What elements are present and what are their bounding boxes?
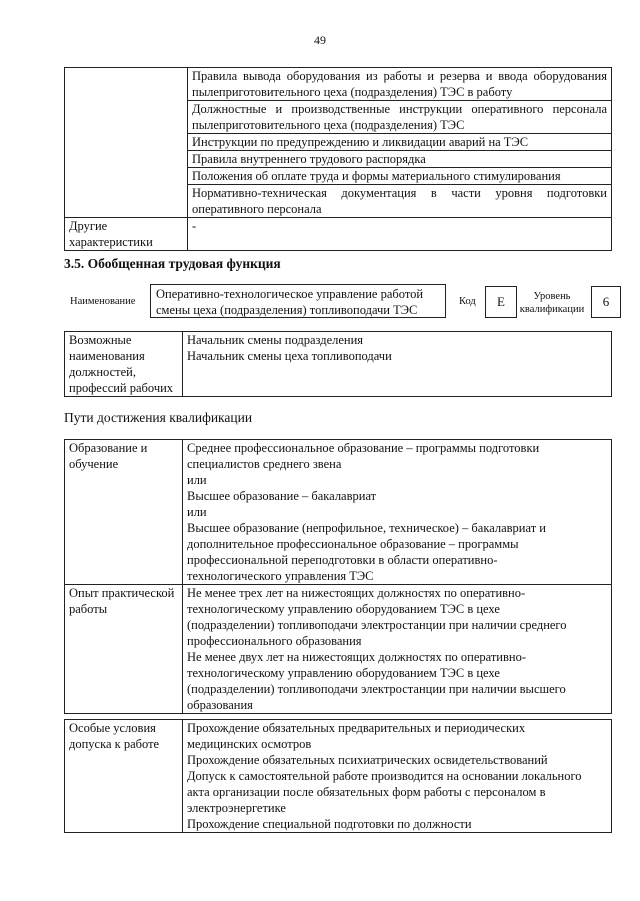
positions-table [64, 331, 612, 397]
document-row: Положения об оплате труда и формы материального стимулирования [188, 168, 612, 185]
documents-table [64, 67, 612, 251]
level-label: Уровень квалификации [519, 291, 585, 315]
experience-value: Не менее трех лет на нижестоящих должностях по оперативно- технологическому управлению оборудованием ТЭС в цехе (подразделении) топливоподачи электростанции при наличии среднего профессионального образования Не менее двух лет на нижестоящих должностях по оперативно- технологическому управлению оборудованием ТЭС в цехе (подразделении) топливоподачи электростанции при наличии высшего образования [183, 585, 612, 714]
level-value-box: 6 [591, 286, 621, 318]
education-label: Образование и обучение [65, 440, 183, 585]
special-conditions-table [64, 719, 612, 833]
document-row: Правила внутреннего трудового распорядка [188, 151, 612, 168]
positions-label: Возможные наименования должностей, профессий рабочих [65, 332, 183, 397]
name-label: Наименование [70, 296, 136, 307]
empty-label-cell [65, 68, 188, 218]
document-row: Инструкции по предупреждению и ликвидации аварий на ТЭС [188, 134, 612, 151]
document-row: Правила вывода оборудования из работы и резерва и ввода оборудования пылеприготовительного цеха (подразделения) ТЭС в работу [188, 68, 612, 101]
experience-label: Опыт практической работы [65, 585, 183, 714]
document-row: Должностные и производственные инструкции оперативного персонала пылеприготовительного цеха (подразделения) ТЭС [188, 101, 612, 134]
code-label: Код [459, 296, 476, 307]
code-value-box: E [485, 286, 517, 318]
page-number: 49 [314, 33, 326, 47]
document-row: Нормативно-техническая документация в части уровня подготовки оперативного персонала [188, 185, 612, 218]
education-value: Среднее профессиональное образование – программы подготовки специалистов среднего звена или Высшее образование – бакалавриат или Высшее образование (непрофильное, техническое) – бакалавриат и дополнительное профессиональное образование – программы профессиональной переподготовки в области оперативно- технологического управления ТЭС [183, 440, 612, 585]
other-characteristics-label: Другие характеристики [65, 218, 188, 251]
special-label: Особые условия допуска к работе [65, 720, 183, 833]
function-name-box: Оперативно-технологическое управление работой смены цеха (подразделения) топливоподачи ТЭС [150, 284, 446, 318]
special-value: Прохождение обязательных предварительных и периодических медицинских осмотров Прохождение обязательных психиатрических освидетельствований Допуск к самостоятельной работе производится на основании локального акта организации после обязательных форм работы с персоналом в электроэнергетике Прохождение специальной подготовки по должности [183, 720, 612, 833]
positions-values: Начальник смены подразделения Начальник смены цеха топливоподачи [183, 332, 612, 397]
qualification-table [64, 439, 612, 714]
other-characteristics-value: - [188, 218, 612, 251]
section-title: 3.5. Обобщенная трудовая функция [64, 256, 281, 271]
paths-title: Пути достижения квалификации [64, 410, 253, 425]
